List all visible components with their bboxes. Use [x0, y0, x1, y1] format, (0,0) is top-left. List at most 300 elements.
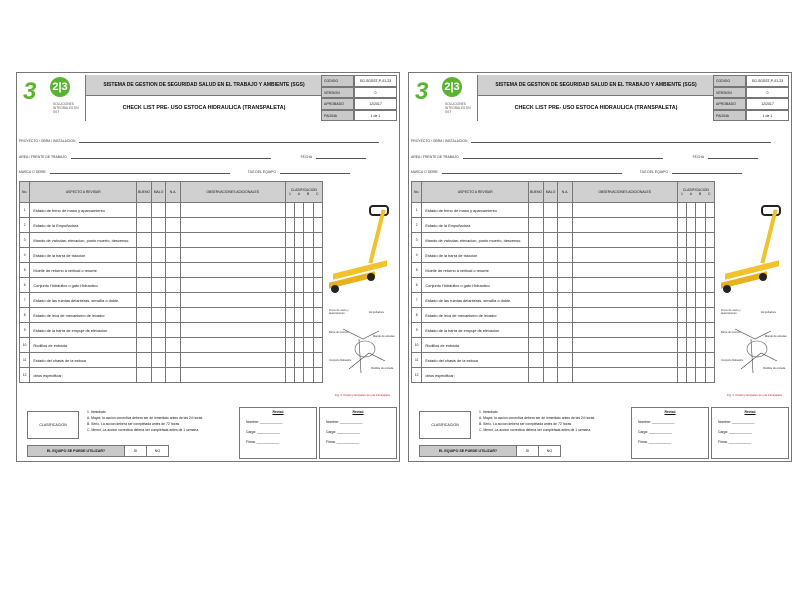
class-a-cell[interactable]	[294, 278, 303, 293]
class-c-cell[interactable]	[313, 233, 322, 248]
class-c-cell[interactable]	[313, 338, 322, 353]
class-a-cell[interactable]	[686, 218, 695, 233]
na-checkbox[interactable]	[166, 293, 181, 308]
checklist-row	[412, 248, 715, 263]
area-field[interactable]	[411, 153, 758, 159]
system-title: SISTEMA DE GESTION DE SEGURIDAD SALUD EN EL TRABAJO Y AMBIENTE (SGS)	[478, 75, 714, 96]
meta-key: PAGINA	[321, 110, 354, 122]
malo-checkbox[interactable]	[543, 203, 558, 218]
class-1-label: 1	[289, 192, 291, 196]
observation-field[interactable]	[572, 263, 677, 278]
bueno-checkbox[interactable]	[529, 263, 544, 278]
yes-option[interactable]: SI	[516, 446, 538, 456]
class-c-cell[interactable]	[705, 203, 714, 218]
item-number: 3	[20, 233, 30, 248]
class-c-cell[interactable]	[705, 308, 714, 323]
meta-key: VERSION	[713, 87, 746, 99]
na-checkbox[interactable]	[558, 218, 573, 233]
malo-checkbox[interactable]	[151, 278, 166, 293]
bueno-checkbox[interactable]	[529, 248, 544, 263]
class-b-cell[interactable]	[696, 293, 705, 308]
meta-value: 1 de 1	[354, 110, 397, 122]
class-b-cell[interactable]	[304, 368, 313, 383]
na-checkbox[interactable]	[166, 218, 181, 233]
class-b-cell[interactable]	[304, 308, 313, 323]
figure-caption: Fig. 2. Partes principales de una transpaleta	[335, 393, 390, 397]
bueno-checkbox[interactable]	[529, 278, 544, 293]
malo-checkbox[interactable]	[543, 218, 558, 233]
class-c-cell[interactable]	[313, 308, 322, 323]
bueno-checkbox[interactable]	[137, 203, 152, 218]
class-1-cell[interactable]	[285, 338, 294, 353]
class-b-cell[interactable]	[696, 263, 705, 278]
legend-line: 1. Inmediato	[87, 410, 106, 414]
signature-title: Revisó	[352, 410, 364, 414]
class-c-cell[interactable]	[705, 233, 714, 248]
legend-line: A. Mayor, la accion correctiva debera ser de inmediato antes de las 24 horas.	[479, 416, 596, 420]
class-b-cell[interactable]	[696, 233, 705, 248]
item-number: 7	[412, 293, 422, 308]
observation-field[interactable]	[572, 293, 677, 308]
observation-field[interactable]	[572, 353, 677, 368]
malo-checkbox[interactable]	[151, 293, 166, 308]
malo-checkbox[interactable]	[543, 368, 558, 383]
form-header	[409, 73, 791, 123]
class-b-cell[interactable]	[696, 278, 705, 293]
signature-box-2[interactable]	[319, 407, 397, 459]
col-observations: OBSERVACIONES ADICIONALES	[572, 182, 677, 203]
class-b-cell[interactable]	[696, 218, 705, 233]
classification-box: CLASIFICACION	[419, 411, 471, 439]
class-b-cell[interactable]	[696, 203, 705, 218]
class-a-cell[interactable]	[294, 308, 303, 323]
checklist-row	[412, 293, 715, 308]
class-a-cell[interactable]	[294, 353, 303, 368]
class-c-cell[interactable]	[705, 338, 714, 353]
diagram-label: Conjunto hidraulico	[721, 359, 744, 362]
malo-checkbox[interactable]	[151, 338, 166, 353]
class-c-cell[interactable]	[705, 368, 714, 383]
class-a-cell[interactable]	[686, 293, 695, 308]
class-c-cell[interactable]	[313, 293, 322, 308]
diagram-label: Rodillos de entrada	[763, 367, 786, 370]
bueno-checkbox[interactable]	[137, 278, 152, 293]
class-c-cell[interactable]	[705, 353, 714, 368]
signature-box-1[interactable]	[239, 407, 317, 459]
na-checkbox[interactable]	[558, 353, 573, 368]
observation-field[interactable]	[572, 323, 677, 338]
observation-field[interactable]	[572, 338, 677, 353]
project-field[interactable]	[19, 137, 379, 143]
company-logo	[19, 75, 86, 121]
class-a-cell[interactable]	[686, 278, 695, 293]
class-a-cell[interactable]	[686, 203, 695, 218]
malo-checkbox[interactable]	[151, 308, 166, 323]
class-c-cell[interactable]	[705, 263, 714, 278]
observation-field[interactable]	[180, 338, 285, 353]
class-c-cell[interactable]	[313, 278, 322, 293]
pallet-jack-illustration	[717, 181, 789, 403]
class-1-cell[interactable]	[677, 278, 686, 293]
na-checkbox[interactable]	[166, 353, 181, 368]
brand-field[interactable]	[411, 168, 742, 174]
bueno-checkbox[interactable]	[529, 203, 544, 218]
class-1-cell[interactable]	[677, 248, 686, 263]
class-b-cell[interactable]	[304, 233, 313, 248]
class-a-cell[interactable]	[686, 323, 695, 338]
checklist-row	[20, 338, 323, 353]
observation-field[interactable]	[572, 218, 677, 233]
diagram-label: Freno de mano y aparcamiento	[329, 309, 349, 315]
item-aspect: Estado del chasis de la estoca	[422, 353, 529, 368]
meta-value: 0	[354, 87, 397, 99]
area-label: AREA / FRENTE DE TRABAJO	[19, 155, 67, 159]
class-1-cell[interactable]	[285, 308, 294, 323]
class-b-label: B	[698, 192, 702, 196]
item-aspect: Estado de leva de mecanismo de levador	[422, 308, 529, 323]
usable-label: EL EQUIPO SE PUEDE UTILIZAR?	[28, 446, 124, 456]
observation-field[interactable]	[572, 248, 677, 263]
item-number: 9	[20, 323, 30, 338]
checklist-row	[20, 323, 323, 338]
usable-question	[27, 445, 169, 457]
class-b-cell[interactable]	[696, 248, 705, 263]
na-checkbox[interactable]	[558, 278, 573, 293]
project-label: PROYECTO / OBRA / INSTALACION	[19, 139, 76, 143]
observation-field[interactable]	[180, 203, 285, 218]
bueno-checkbox[interactable]	[137, 323, 152, 338]
malo-checkbox[interactable]	[151, 368, 166, 383]
pallet-jack-illustration	[325, 181, 397, 403]
name-line: Nombre: ____________	[638, 420, 675, 424]
class-a-cell[interactable]	[294, 263, 303, 278]
class-c-cell[interactable]	[705, 293, 714, 308]
col-observations: OBSERVACIONES ADICIONALES	[180, 182, 285, 203]
signature-title: Revisó	[664, 410, 676, 414]
class-a-cell[interactable]	[294, 203, 303, 218]
class-1-cell[interactable]	[677, 218, 686, 233]
bueno-checkbox[interactable]	[529, 308, 544, 323]
class-1-cell[interactable]	[677, 263, 686, 278]
observation-field[interactable]	[180, 218, 285, 233]
class-a-cell[interactable]	[294, 218, 303, 233]
observation-field[interactable]	[180, 323, 285, 338]
observation-field[interactable]	[572, 308, 677, 323]
bueno-checkbox[interactable]	[137, 233, 152, 248]
item-number: 12	[20, 368, 30, 383]
malo-checkbox[interactable]	[543, 353, 558, 368]
na-checkbox[interactable]	[166, 248, 181, 263]
item-aspect: Mando de valvulas: elevacion, punto muerto, descenso.	[30, 233, 137, 248]
diagram-label: Rodillos de entrada	[371, 367, 394, 370]
class-b-cell[interactable]	[696, 368, 705, 383]
class-a-cell[interactable]	[686, 248, 695, 263]
class-c-cell[interactable]	[705, 278, 714, 293]
class-c-cell[interactable]	[705, 323, 714, 338]
class-b-cell[interactable]	[304, 248, 313, 263]
class-1-cell[interactable]	[677, 338, 686, 353]
item-number: 4	[412, 248, 422, 263]
no-option[interactable]: NO	[538, 446, 560, 456]
bueno-checkbox[interactable]	[137, 353, 152, 368]
bueno-checkbox[interactable]	[137, 263, 152, 278]
observation-field[interactable]	[180, 263, 285, 278]
class-1-cell[interactable]	[285, 203, 294, 218]
form-header	[17, 73, 399, 123]
na-checkbox[interactable]	[166, 338, 181, 353]
na-checkbox[interactable]	[166, 233, 181, 248]
malo-checkbox[interactable]	[543, 338, 558, 353]
class-1-cell[interactable]	[677, 233, 686, 248]
class-c-cell[interactable]	[313, 353, 322, 368]
parts-diagram	[329, 309, 393, 389]
malo-checkbox[interactable]	[151, 248, 166, 263]
checklist-row	[412, 338, 715, 353]
na-checkbox[interactable]	[558, 368, 573, 383]
na-checkbox[interactable]	[558, 248, 573, 263]
observation-field[interactable]	[180, 368, 285, 383]
na-checkbox[interactable]	[558, 203, 573, 218]
na-checkbox[interactable]	[166, 308, 181, 323]
class-b-cell[interactable]	[304, 293, 313, 308]
class-a-cell[interactable]	[686, 353, 695, 368]
malo-checkbox[interactable]	[151, 263, 166, 278]
na-checkbox[interactable]	[558, 323, 573, 338]
bueno-checkbox[interactable]	[529, 353, 544, 368]
col-malo: MALO	[543, 182, 558, 203]
malo-checkbox[interactable]	[543, 248, 558, 263]
class-c-cell[interactable]	[705, 248, 714, 263]
meta-value: SG-SGSST-P-01-23	[746, 75, 789, 87]
class-1-cell[interactable]	[677, 323, 686, 338]
checklist-row	[412, 218, 715, 233]
observation-field[interactable]	[180, 233, 285, 248]
logo-badge: 2|3	[442, 77, 462, 97]
bueno-checkbox[interactable]	[137, 338, 152, 353]
class-a-cell[interactable]	[686, 263, 695, 278]
malo-checkbox[interactable]	[151, 323, 166, 338]
class-1-cell[interactable]	[285, 218, 294, 233]
meta-row	[713, 110, 789, 122]
checklist-row	[20, 218, 323, 233]
class-1-cell[interactable]	[285, 278, 294, 293]
class-a-cell[interactable]	[294, 368, 303, 383]
bueno-checkbox[interactable]	[529, 293, 544, 308]
class-b-cell[interactable]	[304, 278, 313, 293]
class-b-cell[interactable]	[304, 353, 313, 368]
checklist-row	[412, 203, 715, 218]
malo-checkbox[interactable]	[543, 323, 558, 338]
na-checkbox[interactable]	[558, 308, 573, 323]
observation-field[interactable]	[572, 233, 677, 248]
yes-option[interactable]: SI	[124, 446, 146, 456]
class-a-cell[interactable]	[294, 338, 303, 353]
observation-field[interactable]	[572, 203, 677, 218]
classification-legend	[479, 409, 629, 433]
class-a-cell[interactable]	[686, 308, 695, 323]
malo-checkbox[interactable]	[543, 308, 558, 323]
item-aspect: Estado de la Empuñadura	[422, 218, 529, 233]
diagram-label: Barra de traccion	[329, 331, 349, 334]
observation-field[interactable]	[180, 293, 285, 308]
item-number: 2	[412, 218, 422, 233]
bueno-checkbox[interactable]	[137, 293, 152, 308]
date-label: FECHA	[692, 155, 705, 159]
no-option[interactable]: NO	[146, 446, 168, 456]
malo-checkbox[interactable]	[543, 263, 558, 278]
class-c-cell[interactable]	[313, 248, 322, 263]
na-checkbox[interactable]	[558, 338, 573, 353]
item-number: 6	[412, 278, 422, 293]
class-b-cell[interactable]	[696, 338, 705, 353]
class-a-cell[interactable]	[294, 248, 303, 263]
logo-mark: 3	[23, 78, 37, 105]
observation-field[interactable]	[572, 278, 677, 293]
name-line: Nombre: ____________	[718, 420, 755, 424]
date-label: FECHA	[300, 155, 313, 159]
item-aspect: Estado del chasis de la estoca	[30, 353, 137, 368]
class-b-cell[interactable]	[304, 263, 313, 278]
area-field[interactable]	[19, 153, 366, 159]
class-a-label: A	[689, 192, 693, 196]
meta-row	[713, 75, 789, 87]
bueno-checkbox[interactable]	[529, 338, 544, 353]
na-checkbox[interactable]	[166, 203, 181, 218]
bueno-checkbox[interactable]	[137, 308, 152, 323]
signature-box-1[interactable]	[631, 407, 709, 459]
class-c-cell[interactable]	[313, 263, 322, 278]
na-checkbox[interactable]	[166, 368, 181, 383]
na-checkbox[interactable]	[558, 293, 573, 308]
class-b-cell[interactable]	[304, 338, 313, 353]
class-1-label: 1	[681, 192, 683, 196]
bueno-checkbox[interactable]	[137, 368, 152, 383]
bueno-checkbox[interactable]	[137, 248, 152, 263]
class-1-cell[interactable]	[677, 353, 686, 368]
class-1-cell[interactable]	[677, 368, 686, 383]
item-aspect: Estado de la barra de traccion	[30, 248, 137, 263]
bueno-checkbox[interactable]	[137, 218, 152, 233]
bueno-checkbox[interactable]	[529, 233, 544, 248]
checklist-row	[412, 353, 715, 368]
class-a-cell[interactable]	[294, 293, 303, 308]
malo-checkbox[interactable]	[151, 203, 166, 218]
class-b-cell[interactable]	[696, 323, 705, 338]
class-1-cell[interactable]	[677, 203, 686, 218]
na-checkbox[interactable]	[166, 263, 181, 278]
na-checkbox[interactable]	[166, 323, 181, 338]
class-c-cell[interactable]	[705, 218, 714, 233]
item-number: 11	[20, 353, 30, 368]
class-c-label: C	[316, 192, 319, 196]
malo-checkbox[interactable]	[543, 233, 558, 248]
legend-line: C. Menor, La accion correctiva debera ser completada antes de 1 semana.	[479, 428, 592, 432]
col-classification	[677, 182, 714, 203]
name-line: Nombre: ____________	[246, 420, 283, 424]
checklist-row	[20, 308, 323, 323]
class-c-cell[interactable]	[313, 218, 322, 233]
class-a-cell[interactable]	[294, 233, 303, 248]
class-1-cell[interactable]	[285, 353, 294, 368]
diagram-label: Empuñadura	[369, 311, 384, 314]
malo-checkbox[interactable]	[151, 218, 166, 233]
meta-key: CODIGO	[713, 75, 746, 87]
bueno-checkbox[interactable]	[529, 218, 544, 233]
role-line: Cargo: ____________	[246, 430, 280, 434]
meta-row	[713, 98, 789, 110]
col-bueno: BUENO	[529, 182, 544, 203]
malo-checkbox[interactable]	[543, 278, 558, 293]
class-a-cell[interactable]	[686, 233, 695, 248]
na-checkbox[interactable]	[166, 278, 181, 293]
malo-checkbox[interactable]	[543, 293, 558, 308]
bueno-checkbox[interactable]	[529, 323, 544, 338]
class-b-cell[interactable]	[696, 353, 705, 368]
item-aspect: Muelle de retorno a vertical o resorte	[422, 263, 529, 278]
observation-field[interactable]	[180, 308, 285, 323]
na-checkbox[interactable]	[558, 233, 573, 248]
observation-field[interactable]	[180, 248, 285, 263]
class-b-cell[interactable]	[304, 203, 313, 218]
observation-field[interactable]	[180, 278, 285, 293]
class-c-cell[interactable]	[313, 323, 322, 338]
class-a-cell[interactable]	[686, 368, 695, 383]
class-1-cell[interactable]	[285, 323, 294, 338]
meta-key: VERSION	[321, 87, 354, 99]
class-a-cell[interactable]	[686, 338, 695, 353]
item-number: 1	[412, 203, 422, 218]
checklist-row	[20, 353, 323, 368]
signature-box-2[interactable]	[711, 407, 789, 459]
class-c-cell[interactable]	[313, 203, 322, 218]
observation-field[interactable]	[572, 368, 677, 383]
checklist-row	[20, 233, 323, 248]
col-na: N.A.	[558, 182, 573, 203]
class-1-cell[interactable]	[677, 293, 686, 308]
meta-key: APROBADO	[713, 98, 746, 110]
checklist-row	[20, 278, 323, 293]
class-1-cell[interactable]	[285, 293, 294, 308]
na-checkbox[interactable]	[558, 263, 573, 278]
brand-field[interactable]	[19, 168, 350, 174]
project-field[interactable]	[411, 137, 771, 143]
class-1-cell[interactable]	[285, 263, 294, 278]
class-1-cell[interactable]	[285, 368, 294, 383]
diagram-label: Barra de traccion	[721, 331, 741, 334]
malo-checkbox[interactable]	[151, 233, 166, 248]
item-number: 6	[20, 278, 30, 293]
malo-checkbox[interactable]	[151, 353, 166, 368]
class-a-cell[interactable]	[294, 323, 303, 338]
bueno-checkbox[interactable]	[529, 368, 544, 383]
observation-field[interactable]	[180, 353, 285, 368]
class-1-cell[interactable]	[677, 308, 686, 323]
project-label: PROYECTO / OBRA / INSTALACION	[411, 139, 468, 143]
col-malo: MALO	[151, 182, 166, 203]
class-b-cell[interactable]	[696, 308, 705, 323]
checklist-row	[412, 233, 715, 248]
item-number: 4	[20, 248, 30, 263]
class-1-cell[interactable]	[285, 233, 294, 248]
item-number: 1	[20, 203, 30, 218]
item-aspect: Rodillos de entrada	[30, 338, 137, 353]
class-c-cell[interactable]	[313, 368, 322, 383]
col-aspect: ASPECTO A REVISAR	[422, 182, 529, 203]
class-a-label: A	[297, 192, 301, 196]
class-b-cell[interactable]	[304, 323, 313, 338]
class-1-cell[interactable]	[285, 248, 294, 263]
class-b-cell[interactable]	[304, 218, 313, 233]
